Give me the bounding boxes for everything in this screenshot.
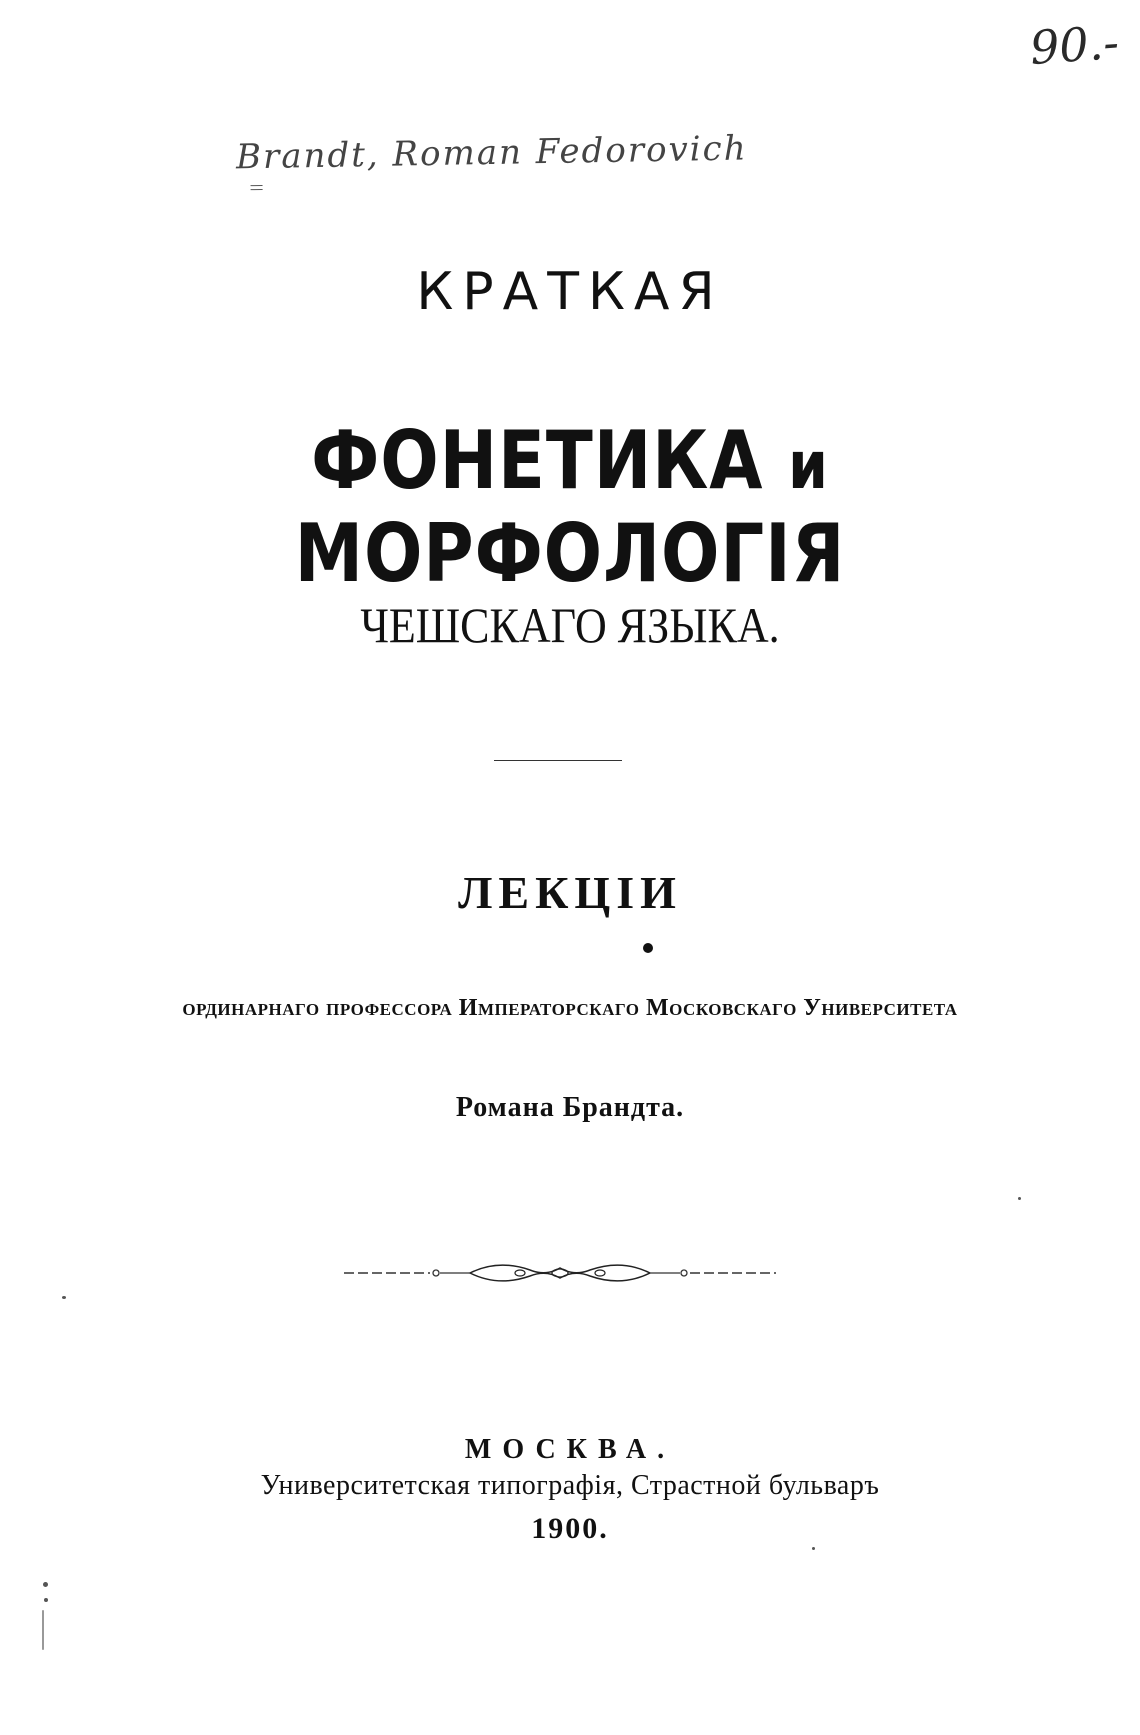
margin-speck <box>1018 1197 1021 1200</box>
author-position-text: ординарнаго профессора Императорскаго Московскаго Университета <box>182 995 958 1021</box>
margin-speck <box>62 1296 66 1299</box>
margin-speck <box>43 1582 48 1587</box>
imprint-press: Университетская типографія, Страстной бульваръ <box>260 1470 880 1501</box>
imprint-year: 1900. <box>531 1512 609 1545</box>
margin-speck <box>44 1598 48 1602</box>
title-line-short: КРАТКАЯ <box>416 262 724 322</box>
author-position-line <box>0 995 1140 1022</box>
ornament-divider <box>340 1258 780 1288</box>
divider-rule <box>494 760 622 761</box>
pencil-price-mark: 90.- <box>1028 14 1121 76</box>
title-phonetics: ФОНЕТИКА <box>311 414 764 507</box>
ink-blot <box>643 943 653 953</box>
title-line-language: ЧЕШСКАГО ЯЗЫКА. <box>360 597 780 653</box>
margin-speck <box>812 1547 815 1550</box>
lectures-heading: ЛЕКЦІИ <box>458 867 682 918</box>
margin-speck <box>42 1610 44 1650</box>
author-name: Романа Брандта. <box>455 1092 685 1123</box>
title-morphology: МОРФОЛОГІЯ <box>294 507 846 600</box>
title-line-main <box>80 414 1060 600</box>
title-conjunction: и <box>788 427 829 504</box>
imprint-city: МОСКВА. <box>464 1434 676 1465</box>
handwritten-author-name: Brandt, Roman Fedorovich <box>236 127 857 180</box>
